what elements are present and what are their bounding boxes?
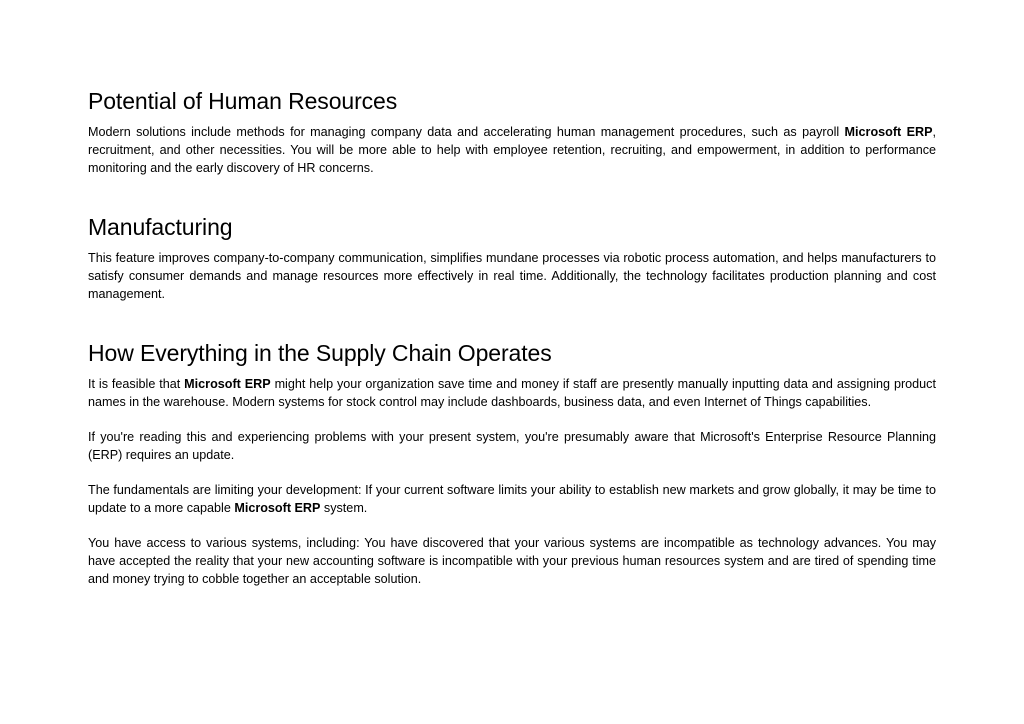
paragraph-text: system. (320, 501, 368, 515)
section-manufacturing (88, 212, 936, 303)
paragraph-text: Modern solutions include methods for managing company data and accelerating human management procedures, such as payroll (88, 125, 845, 139)
section-paragraph (88, 428, 936, 464)
section-heading: How Everything in the Supply Chain Operates (88, 340, 552, 366)
section-supply-chain (88, 338, 936, 588)
section-paragraph (88, 534, 936, 588)
section-paragraph (88, 123, 936, 177)
document-page (88, 86, 936, 606)
section-paragraph (88, 249, 936, 303)
section-heading: Manufacturing (88, 214, 233, 240)
paragraph-gap (88, 464, 936, 481)
bold-keyword: Microsoft ERP (234, 501, 321, 515)
paragraph-text: If you're reading this and experiencing problems with your present system, you're presumably aware that Microsoft's Enterprise Resource Planning (ERP) requires an update. (88, 430, 936, 462)
paragraph-text: , recruitment, and other necessities. You will be more able to help with employee retention, recruiting, and empowerment, in addition to performance monitoring and the early discovery of HR concerns. (88, 125, 936, 175)
paragraph-text: You have access to various systems, including: You have discovered that your various systems are incompatible as technology advances. You may have accepted the reality that your new accounting software is incompatible with your previous human resources system and are tired of spending time and money trying to cobble together an acceptable solution. (88, 536, 936, 586)
paragraph-text: This feature improves company-to-company communication, simplifies mundane processes via robotic process automation, and helps manufacturers to satisfy consumer demands and manage resources more effectively in real time. Additionally, the technology facilitates production planning and cost management. (88, 251, 936, 301)
paragraph-text: The fundamentals are limiting your development: If your current software limits your ability to establish new markets and grow globally, it may be time to update to a more capable (88, 483, 936, 515)
paragraph-gap (88, 411, 936, 428)
section-heading: Potential of Human Resources (88, 88, 398, 114)
section-human-resources (88, 86, 936, 177)
section-paragraph (88, 375, 936, 411)
spacer (88, 321, 936, 338)
section-paragraph (88, 481, 936, 517)
paragraph-text: might help your organization save time and money if staff are presently manually inputting data and assigning product names in the warehouse. Modern systems for stock control may include dashboards, business data, and even Internet of Things capabilities. (88, 377, 936, 409)
spacer (88, 195, 936, 212)
bold-keyword: Microsoft ERP (844, 125, 933, 139)
paragraph-gap (88, 517, 936, 534)
bold-keyword: Microsoft ERP (184, 377, 271, 391)
paragraph-text: It is feasible that (88, 377, 185, 391)
